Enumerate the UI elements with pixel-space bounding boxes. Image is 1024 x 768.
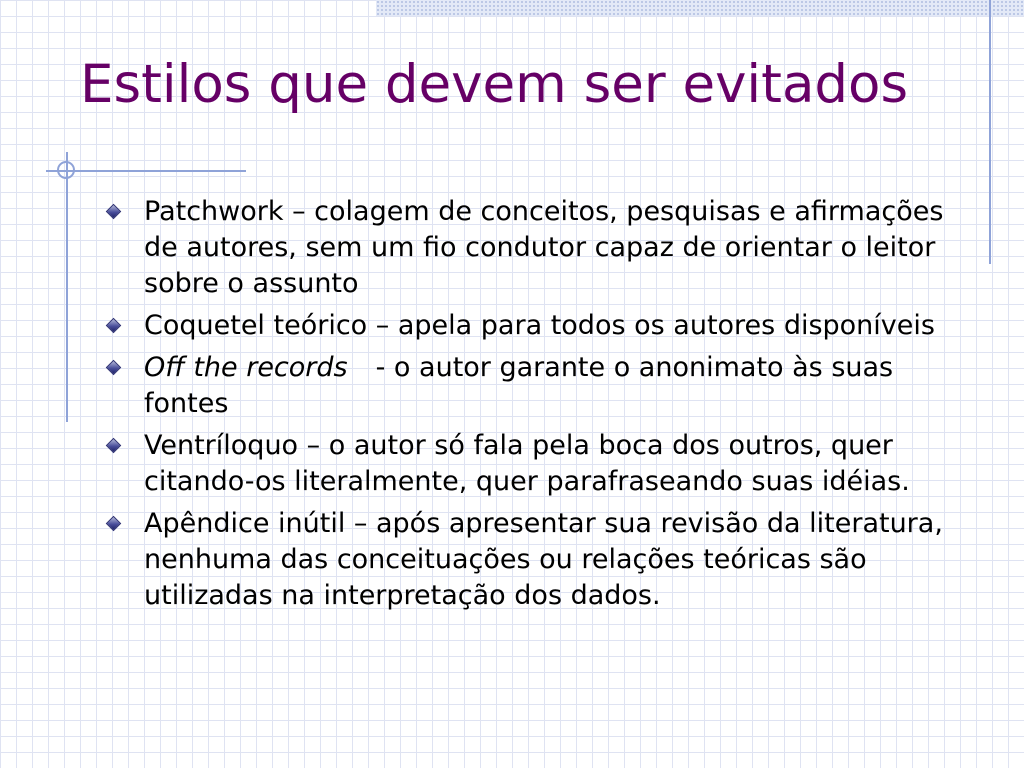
bullet-text: Ventríloquo – o autor só fala pela boca dos outros, quer citando-os literalmente, quer parafraseando suas idéias. <box>144 430 910 497</box>
diamond-bullet-icon <box>106 318 122 334</box>
bullet-list <box>108 194 968 620</box>
bullet-text: Coquetel teórico – apela para todos os autores disponíveis <box>144 310 935 341</box>
circle-ornament-icon <box>57 161 75 179</box>
left-vertical-rule <box>66 152 68 422</box>
bullet-italic-lead: Off the records <box>144 352 348 383</box>
list-item <box>108 506 968 614</box>
horizontal-rule <box>46 170 246 172</box>
top-decorative-band <box>376 0 1024 16</box>
list-item <box>108 308 968 344</box>
diamond-bullet-icon <box>106 204 122 220</box>
bullet-text: - o autor garante o anonimato às suas fontes <box>144 352 894 419</box>
diamond-bullet-icon <box>106 516 122 532</box>
list-item <box>108 428 968 500</box>
diamond-bullet-icon <box>106 360 122 376</box>
diamond-bullet-icon <box>106 438 122 454</box>
list-item <box>108 194 968 302</box>
list-item <box>108 350 968 422</box>
bullet-text: Apêndice inútil – após apresentar sua revisão da literatura, nenhuma das conceituações ou relações teóricas são utilizadas na interpretação dos dados. <box>144 508 943 611</box>
slide-title: Estilos que devem ser evitados <box>80 54 909 115</box>
bullet-text: Patchwork – colagem de conceitos, pesquisas e afirmações de autores, sem um fio condutor capaz de orientar o leitor sobre o assunto <box>144 196 944 299</box>
right-vertical-rule <box>989 0 991 264</box>
